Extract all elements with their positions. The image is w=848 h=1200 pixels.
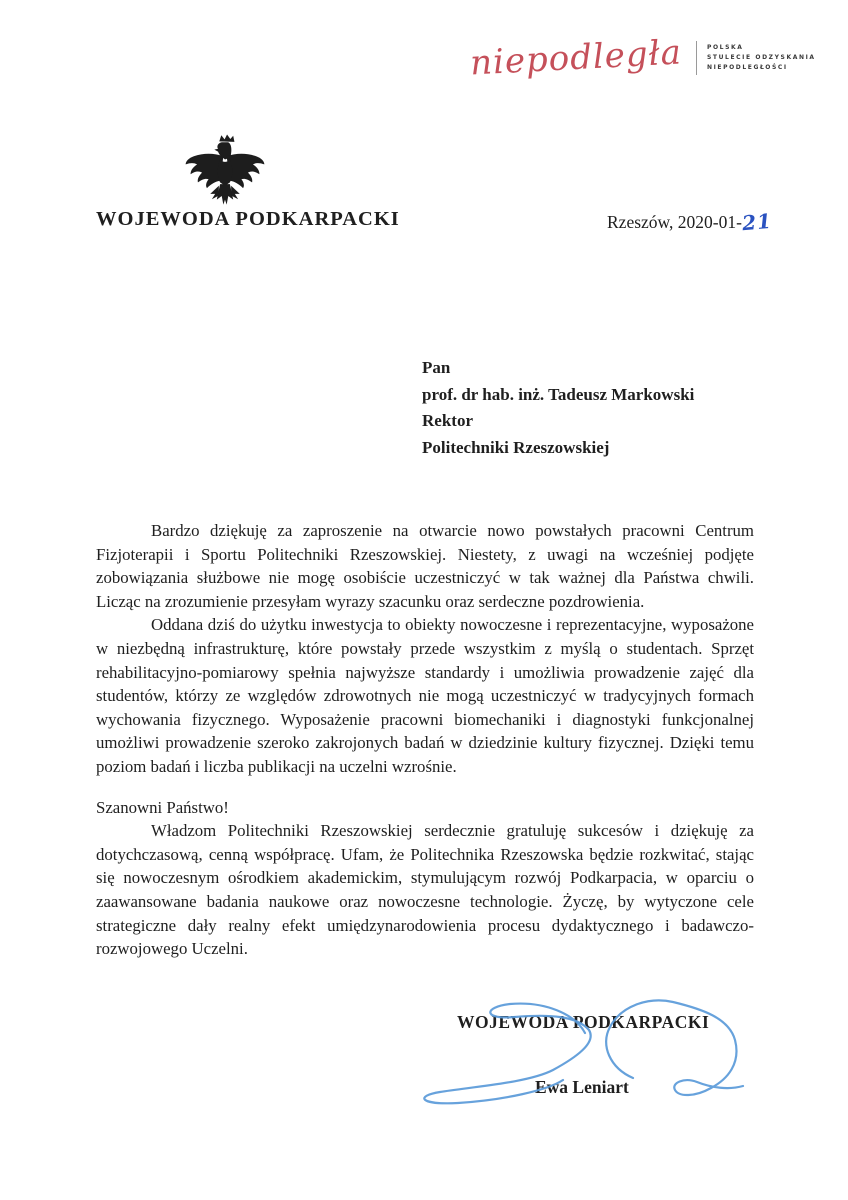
brand-program-line: POLSKA [706, 44, 744, 51]
handwritten-signature [400, 985, 848, 1130]
recipient-line: Pan [422, 358, 451, 377]
brand-program-line: NIEPODLEGŁOŚCI [706, 64, 788, 71]
brand-program-line: STULECIE ODZYSKANIA [706, 54, 816, 61]
brand-program-caption [707, 43, 816, 73]
place-and-date [607, 208, 773, 236]
paragraph: Oddana dziś do użytku inwestycja to obiekty nowoczesne i reprezentacyjne, wyposażone w niezbędną infrastrukturę, które powstały przede wszystkim z myślą o studentach. Sprzęt rehabilitacyjno-pomiarowy spełnia najwyższe standardy i umożliwia prowadzenie zajęć dla studentów, którzy ze względów zdrowotnych nie mogą uczestniczyć w tradycyjnych formach wychowania fizycznego. Wyposażenie pracowni biomechaniki i diagnostyki funkcjonalnej umożliwi prowadzenie szeroko zakrojonych badań w dziedzinie kultury fizycznej. Dzięki temu poziom badań i liczba publikacji na uczelni wzrośnie. [96, 615, 754, 776]
signatory-name: Ewa Leniart [535, 1077, 629, 1097]
polish-eagle-icon [184, 134, 266, 212]
recipient-line: Politechniki Rzeszowskiej [422, 437, 610, 457]
closing-paragraph: Władzom Politechniki Rzeszowskiej serdecznie gratuluję sukcesów i dziękuję za dotychczasową, cenną współpracę. Ufam, że Politechnika Rzeszowska będzie rozkwitać, stając się nowoczesnym ośrodkiem akademickim, stymulującym rozwój Podkarpacia, w oparciu o zaawansowane badania naukowe oraz nowoczesne technologie. Życzę, by wytyczone cele strategiczne dały realny efekt umiędzynarodowienia procesu dydaktycznego i badawczo-rozwojowego Uczelni. [96, 821, 754, 959]
niepodlegla-script-logo: niepodległa [469, 32, 683, 84]
handwritten-day: 21 [741, 208, 773, 236]
recipient-line: Rektor [422, 411, 473, 430]
letter-body [96, 519, 754, 961]
brand-divider [696, 41, 697, 75]
recipient-address-block [422, 355, 694, 461]
recipient-line: prof. dr hab. inż. Tadeusz Markowski [422, 384, 695, 404]
letterhead-office-title: WOJEWODA PODKARPACKI [96, 208, 400, 230]
place-date-printed: Rzeszów, 2020-01- [607, 212, 742, 232]
paragraph: Bardzo dziękuję za zaproszenie na otwarcie nowo powstałych pracowni Centrum Fizjoterapii i Sportu Politechniki Rzeszowskiej. Niestety, z uwagi na wcześniej podjęte zobowiązania służbowe nie mogę osobiście uczestniczyć w tak ważnej dla Państwa chwili. Licząc na zrozumienie przesyłam wyrazy szacunku oraz serdeczne pozdrowienia. [96, 521, 754, 611]
niepodlegla-brand-block [469, 32, 816, 84]
signature-office-title: WOJEWODA PODKARPACKI [457, 1012, 710, 1032]
salutation: Szanowni Państwo! [96, 797, 229, 817]
